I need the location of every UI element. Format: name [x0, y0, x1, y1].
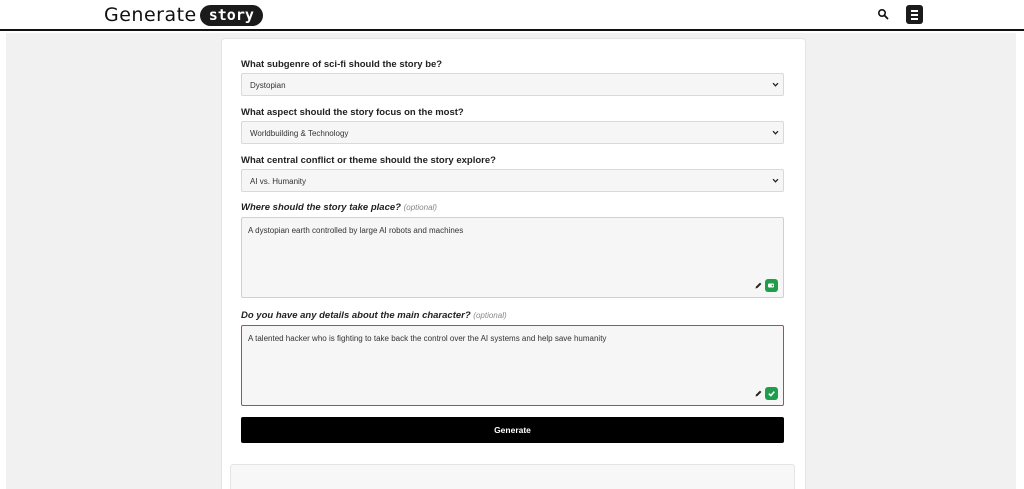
aspect-value: Worldbuilding & Technology: [250, 129, 349, 138]
pen-icon[interactable]: [754, 389, 763, 398]
character-textarea[interactable]: [241, 325, 784, 406]
logo-word: Generate: [104, 4, 197, 26]
logo[interactable]: [104, 4, 263, 26]
generate-button[interactable]: Generate: [241, 417, 784, 443]
character-value: A talented hacker who is fighting to take back the control over the AI systems and help save humanity: [248, 334, 607, 343]
aspect-label: What aspect should the story focus on the most?: [241, 107, 464, 118]
conflict-select[interactable]: [241, 169, 784, 192]
textarea-tools: [754, 387, 778, 400]
character-label: [241, 310, 507, 321]
subgenre-value: Dystopian: [250, 81, 286, 90]
location-label: [241, 202, 437, 213]
textarea-tools: [754, 279, 778, 292]
location-textarea[interactable]: [241, 217, 784, 298]
conflict-value: AI vs. Humanity: [250, 177, 307, 186]
checkmark-icon[interactable]: [765, 387, 778, 400]
menu-icon[interactable]: [906, 5, 923, 24]
chevron-down-icon: [772, 129, 779, 136]
search-icon[interactable]: [877, 8, 889, 20]
optional-tag: (optional): [473, 311, 507, 320]
location-value: A dystopian earth controlled by large AI robots and machines: [248, 226, 464, 235]
subgenre-label: What subgenre of sci-fi should the story be?: [241, 59, 443, 70]
character-label-text: Do you have any details about the main character?: [241, 310, 471, 321]
conflict-label: What central conflict or theme should the story explore?: [241, 155, 496, 166]
chevron-down-icon: [772, 177, 779, 184]
logo-pill: story: [200, 5, 263, 26]
result-panel: [230, 464, 795, 489]
grammar-badge-icon[interactable]: [765, 279, 778, 292]
location-label-text: Where should the story take place?: [241, 202, 401, 213]
site-header: [0, 0, 1024, 31]
subgenre-select[interactable]: [241, 73, 784, 96]
optional-tag: (optional): [403, 203, 437, 212]
pen-icon[interactable]: [754, 281, 763, 290]
aspect-select[interactable]: [241, 121, 784, 144]
chevron-down-icon: [772, 81, 779, 88]
